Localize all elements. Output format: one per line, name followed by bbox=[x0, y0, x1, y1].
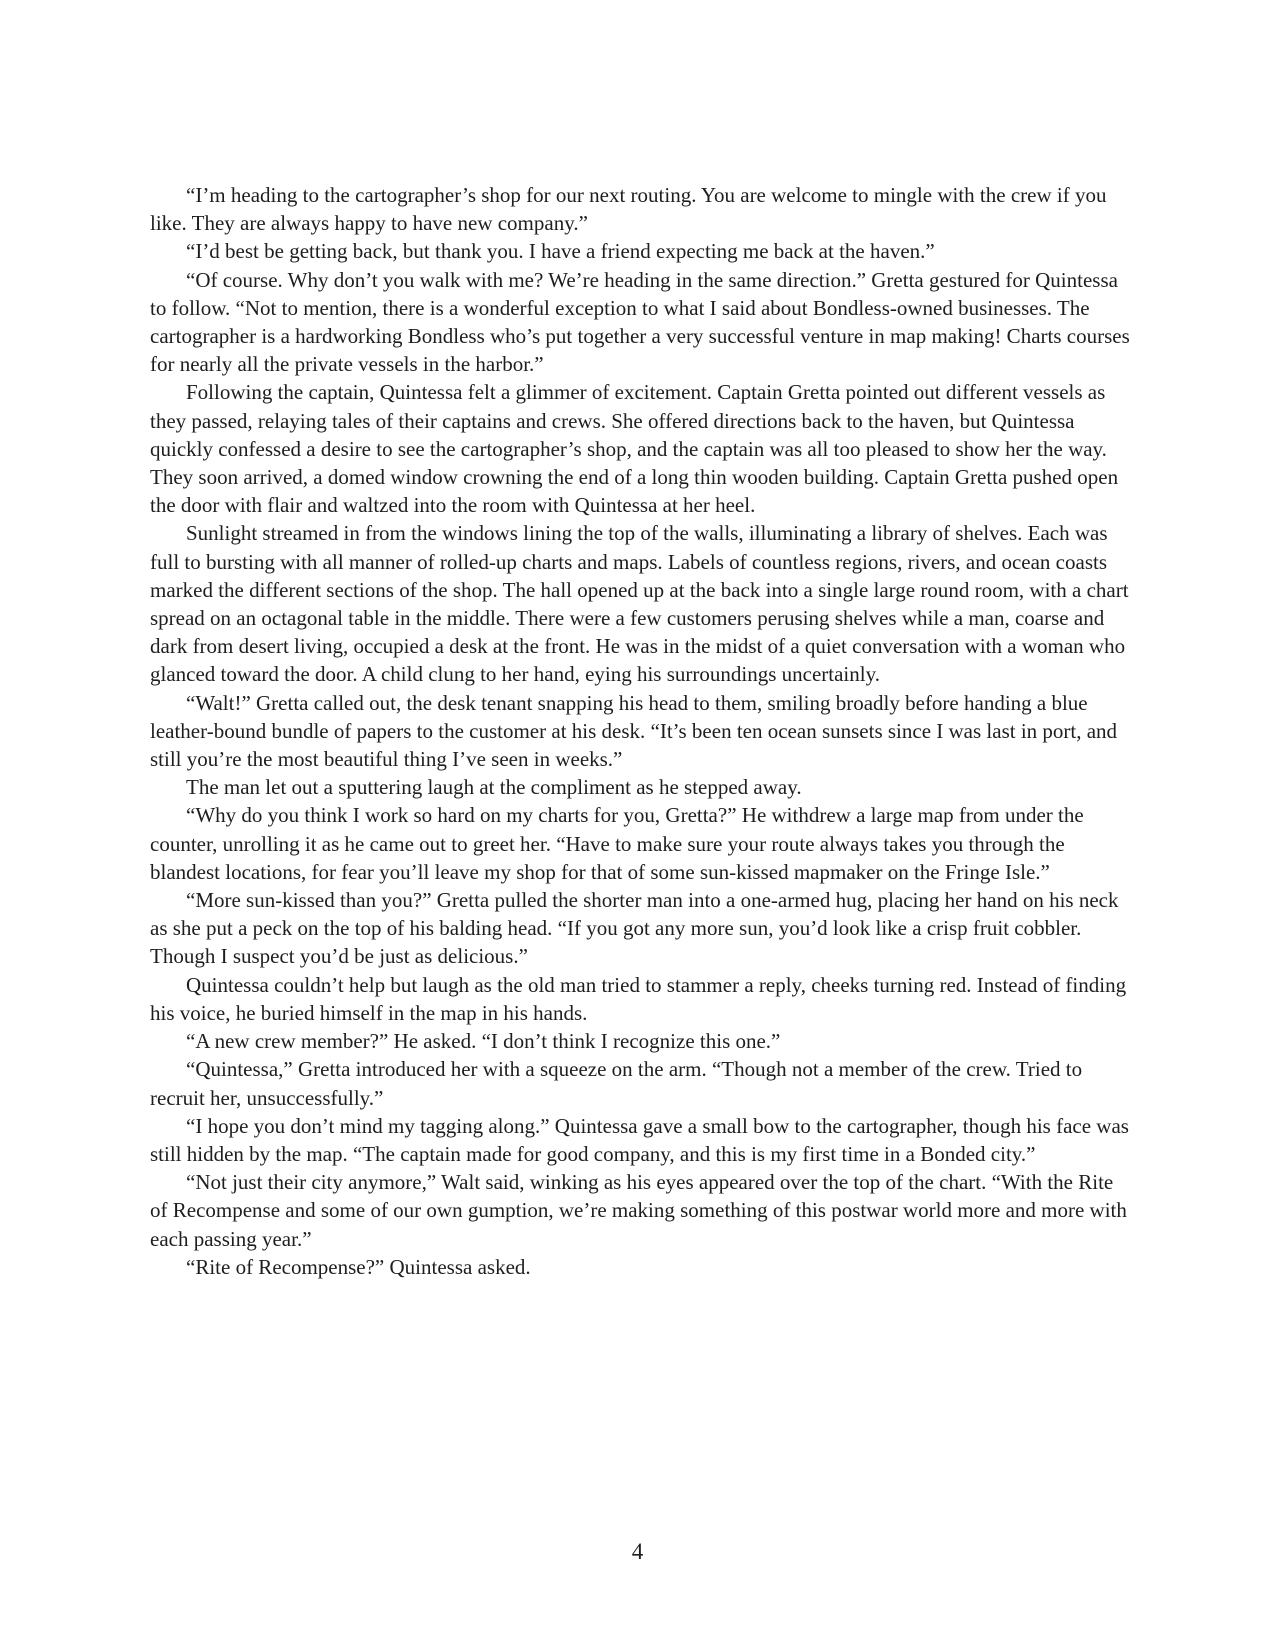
paragraph: “Quintessa,” Gretta introduced her with a squeeze on the arm. “Though not a member of the crew. Tried to recruit her, unsuccessfully.” bbox=[150, 1057, 1083, 1110]
paragraph: Sunlight streamed in from the windows lining the top of the walls, illuminating a library of shelves. Each was full to bursting with all manner of rolled-up charts and maps. Labels of countless regions, rivers, and ocean coasts marked the different sections of the shop. The hall opened up at the back into a single large round room, with a chart spread on an octagonal table in the middle. There were a few customers perusing shelves while a man, coarse and dark from desert living, occupied a desk at the front. He was in the midst of a quiet conversation with a woman who glanced toward the door. A child clung to her hand, eying his surroundings uncertainly. bbox=[150, 521, 1129, 687]
paragraph: “A new crew member?” He asked. “I don’t think I recognize this one.” bbox=[186, 1029, 781, 1054]
page-number: 4 bbox=[631, 1539, 644, 1564]
page-body bbox=[150, 181, 1130, 1281]
paragraph: “Why do you think I work so hard on my charts for you, Gretta?” He withdrew a large map from under the counter, unrolling it as he came out to greet her. “Have to make sure your route always takes you through the blandest locations, for fear you’ll leave my shop for that of some sun-kissed mapmaker on the Fringe Isle.” bbox=[150, 803, 1084, 884]
paragraph: The man let out a sputtering laugh at the compliment as he stepped away. bbox=[186, 775, 802, 800]
paragraph: Quintessa couldn’t help but laugh as the old man tried to stammer a reply, cheeks turning red. Instead of finding his voice, he buried himself in the map in his hands. bbox=[150, 972, 1127, 1025]
paragraph: Following the captain, Quintessa felt a glimmer of excitement. Captain Gretta pointed out different vessels as they passed, relaying tales of their captains and crews. She offered directions back to the haven, but Quintessa quickly confessed a desire to see the cartographer’s shop, and the captain was all too pleased to show her the way. They soon arrived, a domed window crowning the end of a long thin wooden building. Captain Gretta pushed open the door with flair and waltzed into the room with Quintessa at her heel. bbox=[150, 380, 1119, 518]
paragraph: “Of course. Why don’t you walk with me? We’re heading in the same direction.” Gretta gestured for Quintessa to follow. “Not to mention, there is a wonderful exception to what I said about Bondless-owned businesses. The cartographer is a hardworking Bondless who’s put together a very successful venture in map making! Charts courses for nearly all the private vessels in the harbor.” bbox=[150, 267, 1130, 377]
paragraph: “I hope you don’t mind my tagging along.” Quintessa gave a small bow to the cartographer, though his face was still hidden by the map. “The captain made for good company, and this is my first time in a Bonded city.” bbox=[150, 1113, 1129, 1166]
paragraph: “Rite of Recompense?” Quintessa asked. bbox=[186, 1254, 531, 1279]
paragraph: “I’m heading to the cartographer’s shop for our next routing. You are welcome to mingle with the crew if you like. They are always happy to have new company.” bbox=[150, 183, 1107, 236]
paragraph: “Not just their city anymore,” Walt said, winking as his eyes appeared over the top of the chart. “With the Rite of Recompense and some of our own gumption, we’re making something of this postwar world more and more with each passing year.” bbox=[150, 1170, 1127, 1251]
paragraph: “Walt!” Gretta called out, the desk tenant snapping his head to them, smiling broadly before handing a blue leather-bound bundle of papers to the customer at his desk. “It’s been ten ocean sunsets since I was last in port, and still you’re the most beautiful thing I’ve seen in weeks.” bbox=[150, 690, 1118, 772]
paragraph: “I’d best be getting back, but thank you. I have a friend expecting me back at the haven.” bbox=[186, 239, 935, 264]
paragraph: “More sun-kissed than you?” Gretta pulled the shorter man into a one-armed hug, placing her hand on his neck as she put a peck on the top of his balding head. “If you got any more sun, you’d look like a crisp fruit cobbler. Though I suspect you’d be just as delicious.” bbox=[150, 888, 1119, 969]
